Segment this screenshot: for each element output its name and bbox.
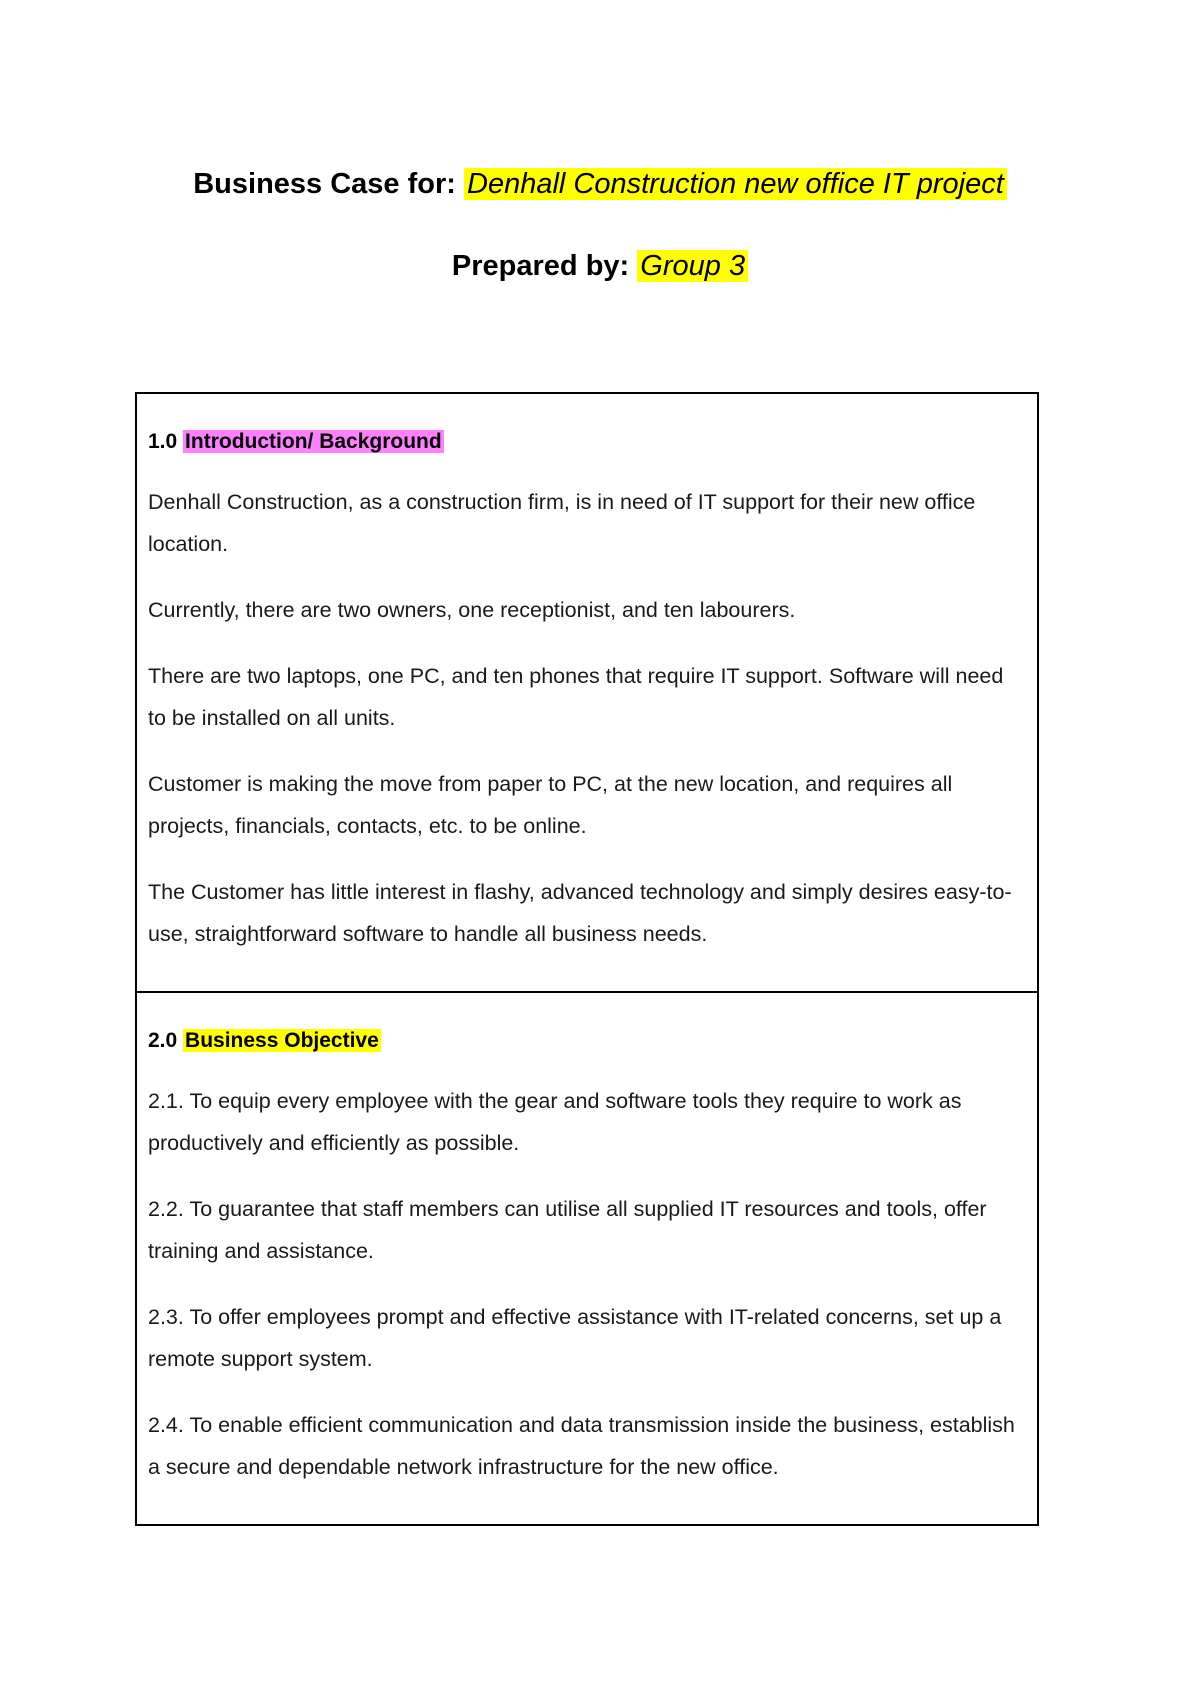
section-introduction bbox=[137, 394, 1037, 993]
paragraph: 2.1. To equip every employee with the gear and software tools they require to work as productively and efficiently as possible. bbox=[148, 1089, 962, 1155]
paragraph: Currently, there are two owners, one receptionist, and ten labourers. bbox=[148, 598, 796, 622]
section-heading bbox=[148, 427, 1026, 457]
prepared-by-title bbox=[0, 250, 1200, 283]
paragraph: There are two laptops, one PC, and ten phones that require IT support. Software will need to be installed on all units. bbox=[148, 664, 1004, 730]
paragraph: 2.4. To enable efficient communication and data transmission inside the business, establish a secure and dependable network infrastructure for the new office. bbox=[148, 1413, 1015, 1479]
section-number: 2.0 bbox=[148, 1029, 178, 1052]
paragraph: The Customer has little interest in flashy, advanced technology and simply desires easy-to-use, straightforward software to handle all business needs. bbox=[148, 880, 1012, 946]
section-title: Business Objective bbox=[185, 1029, 379, 1052]
business-case-table bbox=[135, 392, 1039, 1526]
section-number: 1.0 bbox=[148, 430, 178, 453]
section-title: Introduction/ Background bbox=[185, 430, 442, 453]
paragraph: Denhall Construction, as a construction firm, is in need of IT support for their new office location. bbox=[148, 490, 976, 556]
prepared-by-label: Prepared by: bbox=[451, 250, 630, 282]
business-case-label: Business Case for: bbox=[193, 168, 456, 200]
section-heading bbox=[148, 1026, 1026, 1056]
business-case-value: Denhall Construction new office IT project bbox=[464, 168, 1007, 200]
paragraph: 2.2. To guarantee that staff members can utilise all supplied IT resources and tools, offer training and assistance. bbox=[148, 1197, 987, 1263]
paragraph: 2.3. To offer employees prompt and effective assistance with IT-related concerns, set up a remote support system. bbox=[148, 1305, 1002, 1371]
prepared-by-value: Group 3 bbox=[637, 250, 748, 282]
business-case-title bbox=[0, 168, 1200, 201]
section-business-objective bbox=[137, 993, 1037, 1524]
paragraph: Customer is making the move from paper to PC, at the new location, and requires all projects, financials, contacts, etc. to be online. bbox=[148, 772, 953, 838]
